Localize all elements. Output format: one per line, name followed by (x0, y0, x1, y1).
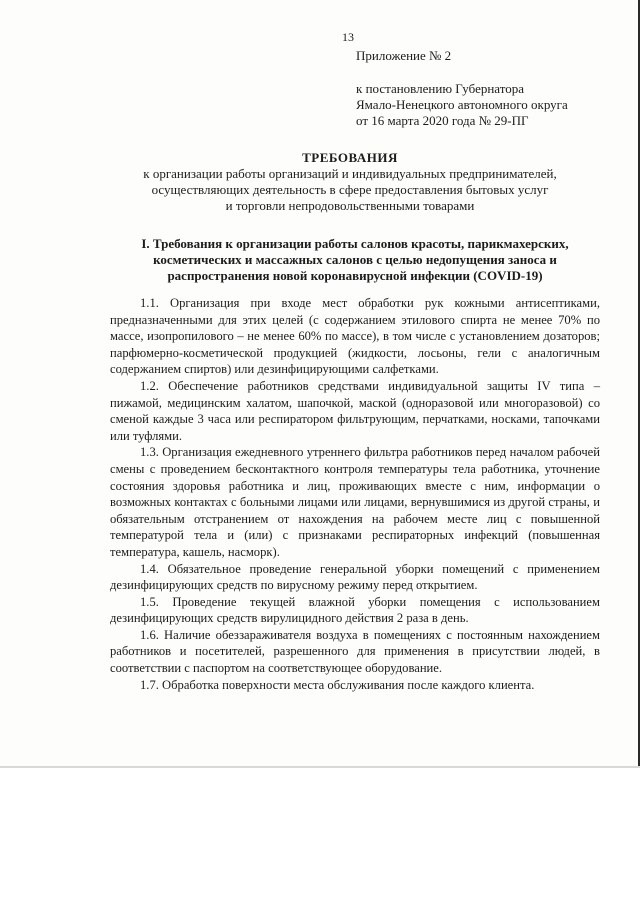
paragraph-1-1: 1.1. Организация при входе мест обработки рук кожными антисептиками, предназначенными для этих целей (с содержанием этилового спирта не менее 70% по массе, изопропилового – не менее 60% по массе), в том числе с установлением дозаторов; парфюмерно-косметической продукцией (жидкости, лосьоны, гели с аналогичным содержанием спиртов) или дезинфицирующими салфетками. (110, 296, 600, 377)
section-heading-line: распространения новой коронавирусной инфекции (COVID-19) (167, 268, 543, 283)
section-heading-line: косметических и массажных салонов с целью недопущения заноса и (153, 252, 557, 267)
document-title-text: ТРЕБОВАНИЯ (302, 150, 398, 165)
section-body (110, 295, 600, 693)
section-heading (100, 236, 610, 284)
appendix-line: Ямало-Ненецкого автономного округа (356, 97, 568, 112)
subtitle-line: и торговли непродовольственными товарами (225, 198, 475, 213)
paragraph-1-5: 1.5. Проведение текущей влажной уборки помещения с использованием дезинфицирующих средств вирулицидного действия 2 раза в день. (110, 594, 600, 626)
page-edge (0, 766, 640, 768)
appendix-block (356, 48, 568, 129)
paragraph-1-6: 1.6. Наличие обеззараживателя воздуха в помещениях с постоянным нахождением работников и посетителей, разрешенного для применения в присутствии людей, в соответствии с паспортом на соответствующее оборудование. (110, 627, 600, 676)
appendix-title: Приложение № 2 (356, 48, 452, 63)
paragraph-1-3: 1.3. Организация ежедневного утреннего фильтра работников перед началом рабочей смены с проведением бесконтактного контроля температуры тела работника, уточнение состояния здоровья работника и лиц, проживающих вместе с ним, информации о возможных контактах с больными лицами или лицами, вернувшимися из другой страны, и обязательным отстранением от нахождения на рабочем месте лиц с повышенной температурой тела и (или) с признаками респираторных инфекций (повышенная температура, кашель, насморк). (110, 445, 600, 559)
paragraph-1-2: 1.2. Обеспечение работников средствами индивидуальной защиты IV типа – пижамой, медицинским халатом, шапочкой, маской (одноразовой или многоразовой) со сменой каждые 3 часа или респиратором фильтрующим, перчатками, носками, тапочками или туфлями. (110, 378, 600, 443)
subtitle-line: осуществляющих деятельность в сфере предоставления бытовых услуг (151, 182, 549, 197)
section-heading-line: I. Требования к организации работы салонов красоты, парикмахерских, (141, 236, 569, 251)
paragraph-1-7: 1.7. Обработка поверхности места обслуживания после каждого клиента. (140, 677, 535, 692)
subtitle-line: к организации работы организаций и индивидуальных предпринимателей, (143, 166, 557, 181)
document-subtitle (100, 166, 600, 214)
paragraph-1-4: 1.4. Обязательное проведение генеральной уборки помещений с применением дезинфицирующих средств по вирусному режиму перед открытием. (110, 561, 600, 593)
appendix-line: от 16 марта 2020 года № 29-ПГ (356, 113, 529, 128)
document-title (0, 150, 640, 166)
page-number: 13 (342, 30, 354, 44)
appendix-line: к постановлению Губернатора (356, 81, 525, 96)
